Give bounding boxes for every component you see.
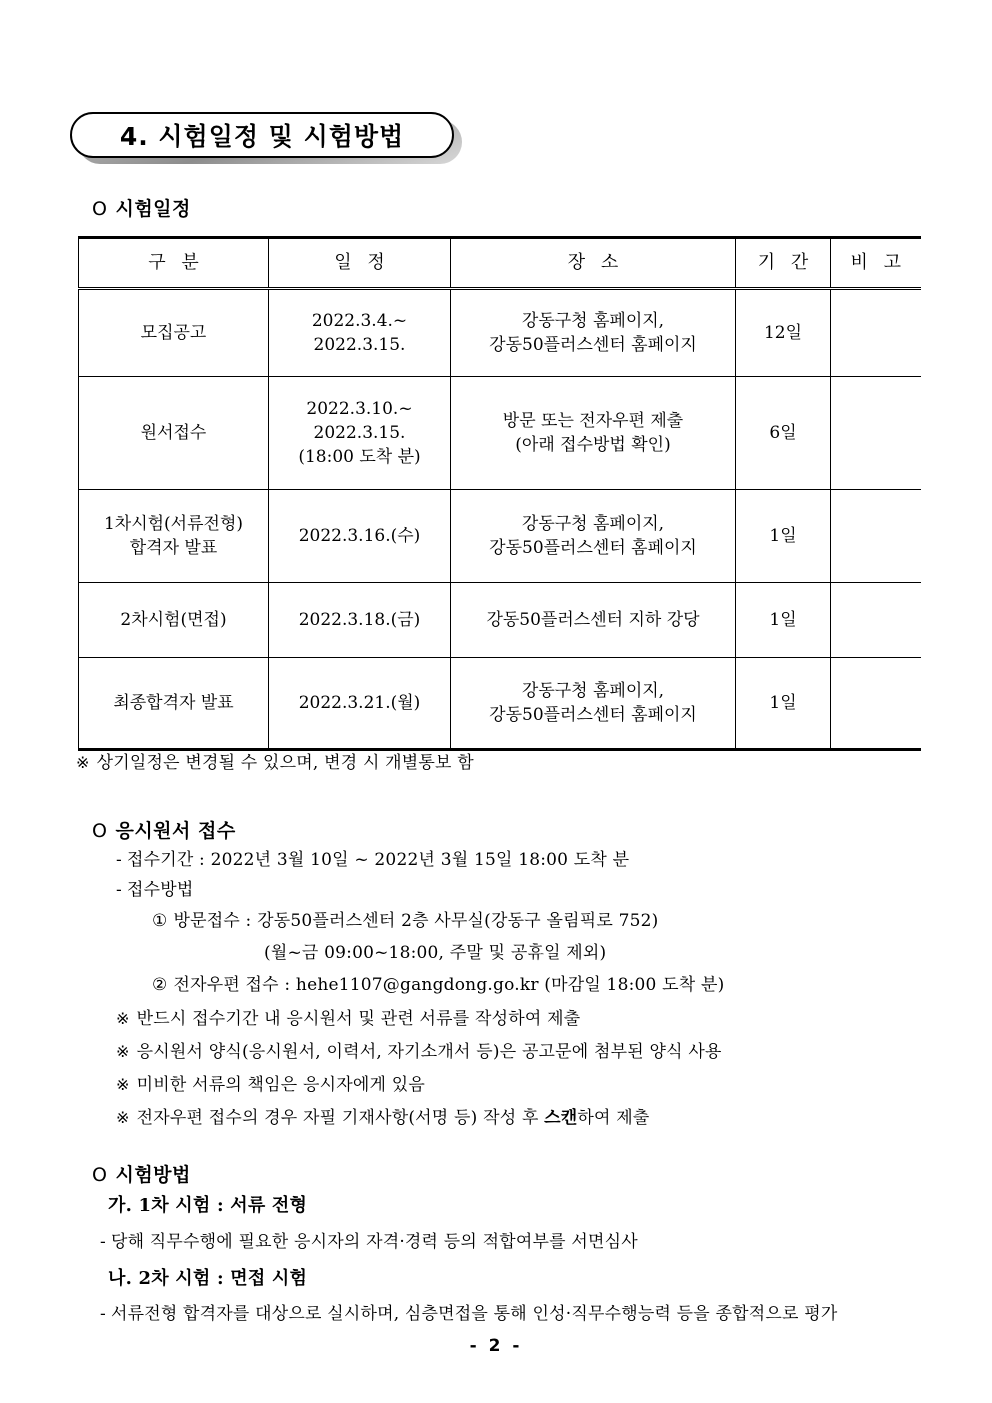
heading-application-receipt xyxy=(92,816,236,843)
cell-text: 강동50플러스센터 홈페이지 xyxy=(489,335,697,355)
exam-method-stage2-label xyxy=(108,1268,307,1290)
page-number-text: - 2 - xyxy=(469,1336,523,1356)
heading-exam-schedule xyxy=(92,194,191,221)
application-method-label-line xyxy=(116,880,193,900)
banner-body xyxy=(70,112,454,158)
dash-bullet-icon: - xyxy=(116,850,122,870)
cell-bigo xyxy=(831,377,921,490)
cell-gigan: 1일 xyxy=(736,490,831,583)
application-method-visit-text: 방문접수 : 강동50플러스센터 2층 사무실(강동구 올림픽로 752) xyxy=(173,911,659,931)
dash-bullet-icon: - xyxy=(100,1304,106,1324)
cell-gigan: 12일 xyxy=(736,289,831,377)
cell-gigan: 1일 xyxy=(736,658,831,750)
application-method-email-text: 전자우편 접수 : hehe1107@gangdong.go.kr (마감일 18:00 도착 분) xyxy=(173,975,725,995)
exam-method-stage1-label-text: 가. 1차 시험 : 서류 전형 xyxy=(108,1195,308,1216)
application-note-2-text: 응시원서 양식(응시원서, 이력서, 자기소개서 등)은 공고문에 첨부된 양식 사용 xyxy=(136,1042,722,1062)
cell-text: 2022.3.15. xyxy=(313,335,406,355)
table-row xyxy=(79,377,921,490)
cell-text: 원서접수 xyxy=(140,422,207,443)
cell-text: 강동50플러스센터 홈페이지 xyxy=(489,538,697,558)
cell-bigo xyxy=(831,658,921,750)
heading-exam-method-label: 시험방법 xyxy=(115,1164,191,1186)
table-header-row xyxy=(79,238,921,289)
exam-method-stage1-label xyxy=(108,1195,307,1217)
dash-bullet-icon: - xyxy=(100,1232,106,1252)
cell-text: 강동구청 홈페이지, xyxy=(521,680,665,701)
circled-number-one-icon: ① xyxy=(152,911,168,931)
col-header-bigo: 비 고 xyxy=(831,238,921,289)
cell-text: 강동50플러스센터 지하 강당 xyxy=(486,609,700,630)
cell-text: 최종합격자 발표 xyxy=(113,692,234,713)
cell-jangso xyxy=(451,289,736,377)
page-number xyxy=(0,1336,992,1356)
application-visit-hours-line xyxy=(264,943,606,963)
cell-bigo xyxy=(831,490,921,583)
application-method-email-line xyxy=(152,975,724,995)
dash-bullet-icon: - xyxy=(116,880,122,900)
cell-ilje xyxy=(269,490,451,583)
schedule-change-note-text: 상기일정은 변경될 수 있으며, 변경 시 개별통보 함 xyxy=(96,753,474,773)
cell-text: (18:00 도착 분) xyxy=(298,447,421,468)
application-note-4-emphasis: 스캔 xyxy=(544,1108,578,1128)
cell-text: 2022.3.21.(월) xyxy=(298,692,421,713)
cell-text: 2022.3.15. xyxy=(313,422,406,443)
reference-mark-icon: ※ xyxy=(116,1042,130,1061)
heading-exam-schedule-label: 시험일정 xyxy=(115,198,191,220)
cell-text: 강동구청 홈페이지, xyxy=(521,310,665,331)
exam-method-stage1-desc xyxy=(100,1232,638,1252)
cell-text: 2022.3.4.~ xyxy=(311,310,408,331)
application-note-4 xyxy=(116,1108,650,1128)
cell-text: 합격자 발표 xyxy=(129,538,218,558)
cell-ilje xyxy=(269,658,451,750)
application-note-1 xyxy=(116,1009,580,1029)
cell-text: (아래 접수방법 확인) xyxy=(515,435,671,455)
cell-text: 1차시험(서류전형) xyxy=(103,513,244,534)
circle-bullet-icon: O xyxy=(92,198,108,220)
circled-number-two-icon: ② xyxy=(152,975,168,995)
circle-bullet-icon: O xyxy=(92,820,108,842)
col-header-gubun: 구 분 xyxy=(79,238,269,289)
cell-jangso xyxy=(451,377,736,490)
application-method-visit-line xyxy=(152,911,658,931)
cell-gubun xyxy=(79,377,269,490)
reference-mark-icon: ※ xyxy=(116,1009,130,1028)
cell-text: 방문 또는 전자우편 제출 xyxy=(502,410,684,431)
application-note-3 xyxy=(116,1075,425,1095)
cell-ilje xyxy=(269,289,451,377)
cell-ilje xyxy=(269,377,451,490)
cell-gubun xyxy=(79,583,269,658)
col-header-ilje: 일 정 xyxy=(269,238,451,289)
cell-gigan: 1일 xyxy=(736,583,831,658)
cell-jangso xyxy=(451,658,736,750)
col-header-gigan: 기 간 xyxy=(736,238,831,289)
cell-text: 2022.3.10.~ xyxy=(306,398,413,419)
schedule-change-note xyxy=(76,753,474,773)
reference-mark-icon: ※ xyxy=(76,753,90,772)
application-period-line xyxy=(116,850,629,870)
section-banner-title: 4. 시험일정 및 시험방법 xyxy=(119,122,405,151)
application-method-label: 접수방법 xyxy=(126,880,194,900)
circle-bullet-icon: O xyxy=(92,1164,108,1186)
cell-jangso xyxy=(451,583,736,658)
col-header-jangso: 장 소 xyxy=(451,238,736,289)
table-row xyxy=(79,658,921,750)
cell-gigan: 6일 xyxy=(736,377,831,490)
cell-gubun xyxy=(79,289,269,377)
cell-text: 모집공고 xyxy=(140,322,207,343)
application-note-4-post: 하여 제출 xyxy=(577,1108,650,1128)
reference-mark-icon: ※ xyxy=(116,1075,130,1094)
cell-gubun xyxy=(79,490,269,583)
heading-exam-method xyxy=(92,1160,191,1187)
application-note-1-text: 반드시 접수기간 내 응시원서 및 관련 서류를 작성하여 제출 xyxy=(136,1009,581,1029)
application-note-2 xyxy=(116,1042,722,1062)
cell-text: 2022.3.18.(금) xyxy=(298,609,421,630)
exam-method-stage1-desc-text: 당해 직무수행에 필요한 응시자의 자격·경력 등의 적합여부를 서면심사 xyxy=(110,1232,638,1252)
cell-jangso xyxy=(451,490,736,583)
cell-gubun xyxy=(79,658,269,750)
cell-text: 강동구청 홈페이지, xyxy=(521,513,665,534)
table-row xyxy=(79,289,921,377)
table-row xyxy=(79,490,921,583)
table-row xyxy=(79,583,921,658)
exam-method-stage2-desc xyxy=(100,1304,837,1324)
exam-schedule-table xyxy=(78,236,921,751)
cell-text: 2차시험(면접) xyxy=(120,609,227,630)
application-note-3-text: 미비한 서류의 책임은 응시자에게 있음 xyxy=(136,1075,425,1095)
exam-method-stage2-label-text: 나. 2차 시험 : 면접 시험 xyxy=(108,1268,308,1289)
cell-text: 2022.3.16.(수) xyxy=(298,525,421,546)
cell-ilje xyxy=(269,583,451,658)
application-note-4-pre: 전자우편 접수의 경우 자필 기재사항(서명 등) 작성 후 xyxy=(136,1108,545,1128)
heading-application-receipt-label: 응시원서 접수 xyxy=(115,820,236,842)
reference-mark-icon: ※ xyxy=(116,1108,130,1127)
cell-bigo xyxy=(831,583,921,658)
cell-bigo xyxy=(831,289,921,377)
section-banner xyxy=(70,112,470,168)
application-period-text: 접수기간 : 2022년 3월 10일 ~ 2022년 3월 15일 18:00 도착 분 xyxy=(126,850,630,870)
exam-method-stage2-desc-text: 서류전형 합격자를 대상으로 실시하며, 심층면접을 통해 인성·직무수행능력 등을 종합적으로 평가 xyxy=(110,1304,838,1324)
cell-text: 강동50플러스센터 홈페이지 xyxy=(489,705,697,725)
application-visit-hours-text: (월~금 09:00~18:00, 주말 및 공휴일 제외) xyxy=(264,943,607,963)
